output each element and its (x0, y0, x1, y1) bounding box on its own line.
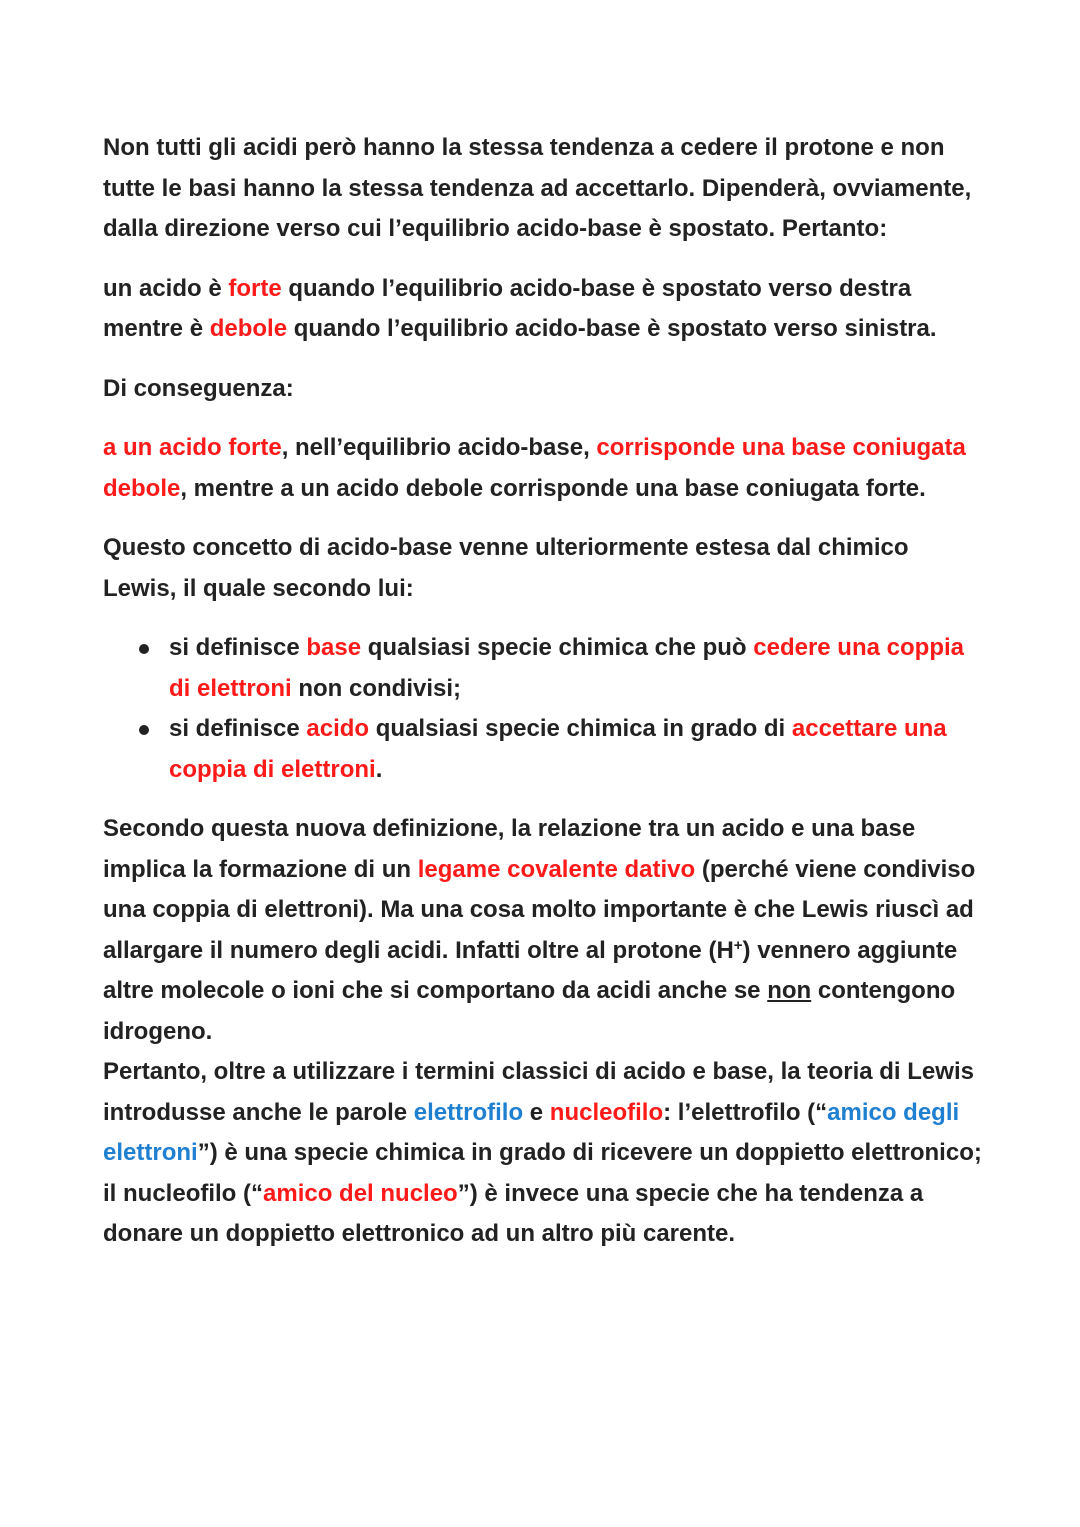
paragraph-electrophile-nucleophile (103, 1052, 983, 1255)
text-run: quando l’equilibrio acido-base è spostato verso sinistra. (287, 315, 937, 342)
text-run: un acido è (103, 274, 229, 302)
highlight-acido: acido (306, 715, 370, 742)
highlight-accettare-coppia: accettare una coppia di elettroni (169, 715, 947, 783)
text-run: Pertanto, oltre a utilizzare i termini classici di acido e base, la teoria di Lewis introdusse anche le parole (103, 1058, 974, 1126)
text-run: ”) è una specie chimica in grado di ricevere un doppietto elettronico; il nucleofilo (“ (103, 1139, 982, 1207)
highlight-elettrofilo: elettrofilo (413, 1098, 524, 1126)
paragraph-strong-weak-acid (103, 269, 983, 350)
text-run: ”) è invece una specie che ha tendenza a donare un doppietto elettronico ad un altro più carente. (103, 1179, 924, 1247)
highlight-base-coniugata-debole: corrisponde una base coniugata debole (103, 434, 966, 502)
text-run: contengono idrogeno. (103, 977, 956, 1045)
text-run: si definisce (169, 715, 307, 742)
highlight-nucleofilo: nucleofilo (549, 1098, 664, 1126)
bullet-icon (139, 644, 149, 654)
paragraph-dative-bond (103, 809, 983, 1052)
text-run: , nell’equilibrio acido-base, (281, 434, 597, 461)
text-run: qualsiasi specie chimica che può (361, 634, 754, 661)
text-run: Di conseguenza: (103, 374, 294, 402)
text-run: non condivisi; (291, 674, 462, 702)
bullet-icon (139, 725, 149, 735)
highlight-cedere-coppia: cedere una coppia di elettroni (169, 634, 964, 702)
paragraph-consequence-heading (103, 369, 983, 410)
paragraph-conjugate-base (103, 428, 983, 509)
text-run: Non tutti gli acidi però hanno la stessa tendenza a cedere il protone e non tutte le basi hanno la stessa tendenza ad accettarlo. Dipenderà, ovviamente, dalla direzione verso cui l’equilibrio acido-base è spostato. Pertanto: (103, 134, 972, 242)
highlight-base: base (306, 634, 362, 661)
paragraph-acid-tendency (103, 128, 983, 250)
text-run: (perché viene condiviso una coppia di elettroni). Ma una cosa molto importante è che Lewis riuscì ad allargare il numero degli acidi. Infatti oltre al protone (H (103, 855, 976, 964)
highlight-debole: debole (209, 315, 288, 342)
text-run: Questo concetto di acido-base venne ulteriormente estesa dal chimico Lewis, il quale secondo lui: (103, 534, 909, 602)
underlined-non: non (767, 977, 812, 1004)
text-run: . (375, 755, 383, 783)
text-run: , mentre a un acido debole corrisponde una base coniugata forte. (180, 474, 926, 502)
highlight-forte: forte (228, 274, 282, 302)
text-run: quando l’equilibrio acido-base è spostato verso destra mentre è (103, 274, 912, 342)
text-run: : l’elettrofilo (“ (663, 1098, 828, 1126)
text-run: si definisce (169, 634, 307, 661)
text-run: qualsiasi specie chimica in grado di (369, 715, 792, 742)
text-run: e (523, 1098, 550, 1126)
highlight-legame-covalente-dativo: legame covalente dativo (417, 855, 696, 883)
text-run: Secondo questa nuova definizione, la relazione tra un acido e una base implica la formazione di un (103, 815, 916, 883)
lewis-definitions-list (103, 628, 983, 790)
list-item-lewis-acid (169, 709, 983, 790)
paragraph-lewis-intro (103, 528, 983, 609)
highlight-amico-degli-elettroni: amico degli elettroni (103, 1098, 960, 1166)
highlight-amico-del-nucleo: amico del nucleo (263, 1179, 458, 1207)
list-item-lewis-base (169, 628, 983, 709)
document-body (103, 128, 983, 1255)
highlight-acido-forte: a un acido forte (103, 434, 282, 461)
text-run: ) vennero aggiunte altre molecole o ioni che si comportano da acidi anche se (103, 936, 958, 1004)
superscript-plus: + (733, 936, 743, 954)
